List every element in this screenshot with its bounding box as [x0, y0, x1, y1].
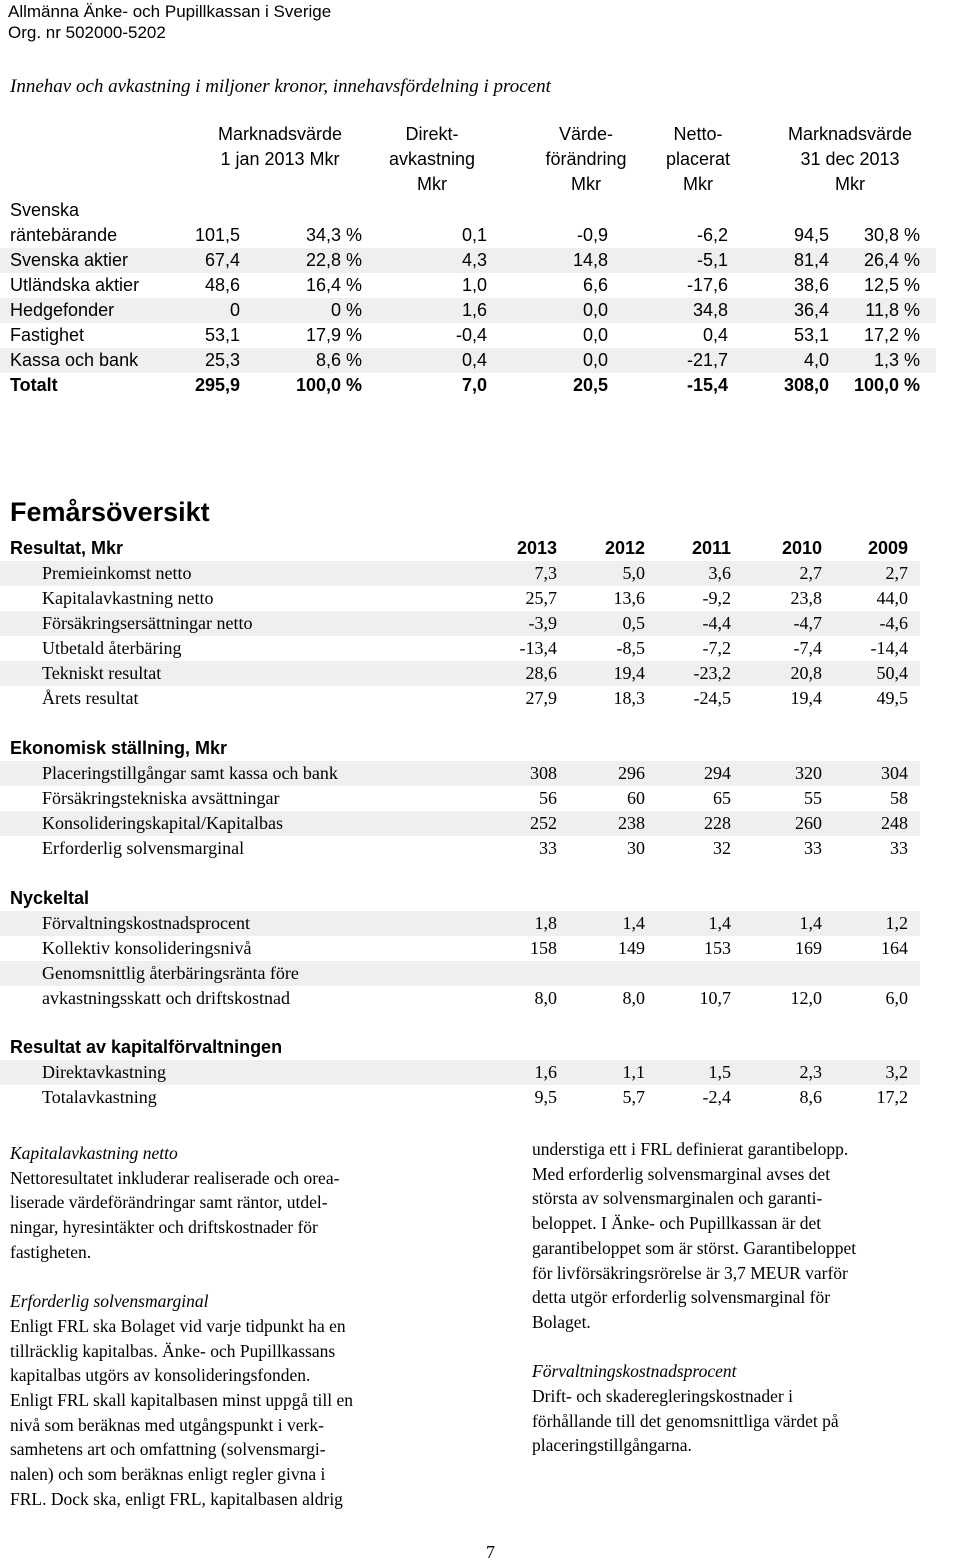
cell-value: 3,2	[885, 1062, 908, 1082]
note-text-line: Drift- och skaderegleringskostnader i	[532, 1386, 793, 1407]
cell-value: 49,5	[876, 688, 908, 708]
cell-value: 19,4	[790, 688, 822, 708]
holdings-subtitle: Innehav och avkastning i miljoner kronor, innehavsfördelning i procent	[10, 76, 551, 97]
cell-value: 6,0	[885, 988, 908, 1008]
note-heading: Erforderlig solvensmarginal	[10, 1291, 209, 1312]
note-text-line: beloppet. I Änke- och Pupillkassan är det	[532, 1213, 822, 1234]
cell-value: 5,0	[622, 563, 645, 583]
note-text-line: Enligt FRL skall kapitalbasen minst uppgå till en	[10, 1390, 353, 1411]
table-row	[0, 348, 936, 373]
note-text-line: nalen) och som beräknas enligt regler givna i	[10, 1464, 326, 1485]
col-header-value-change: Värde- förändring Mkr	[545, 124, 627, 194]
cell-value: 1,2	[885, 913, 908, 933]
cell-value: 13,6	[613, 588, 645, 608]
row-label: Placeringstillgångar samt kassa och bank	[42, 763, 338, 783]
cell-value: 53,1	[793, 325, 829, 345]
year-header-row	[0, 536, 920, 561]
cell-value: 23,8	[790, 588, 822, 608]
note-text-line: FRL. Dock ska, enligt FRL, kapitalbasen aldrig	[10, 1488, 343, 1509]
note-text-line: kapitalbas utgörs av konsolideringsfonden.	[10, 1365, 311, 1386]
col-header-market-value-end: Marknadsvärde 31 dec 2013 Mkr	[787, 124, 913, 194]
cell-value: -4,7	[793, 613, 822, 633]
cell-value: 1,4	[708, 913, 731, 933]
cell-value: 294	[704, 763, 731, 783]
cell-value: 12,0	[790, 988, 822, 1008]
table-row	[0, 686, 920, 711]
table-row	[0, 1060, 920, 1085]
note-text-line: samhetens art och omfattning (solvensmargi-	[10, 1439, 326, 1460]
row-label: Totalavkastning	[42, 1087, 157, 1107]
cell-value: 0,4	[702, 325, 728, 345]
cell-value: -21,7	[686, 350, 728, 370]
row-label: Förvaltningskostnadsprocent	[42, 913, 250, 933]
five-year-title: Femårsöversikt	[10, 497, 210, 527]
cell-value: 38,6	[793, 275, 829, 295]
cell-value: 11,8 %	[865, 300, 920, 320]
cell-value: 1,3 %	[873, 350, 920, 370]
section-heading: Nyckeltal	[10, 888, 90, 908]
cell-value: 153	[704, 938, 731, 958]
row-label: avkastningsskatt och driftskostnad	[42, 988, 290, 1008]
table-row	[0, 611, 920, 636]
cell-value: -7,2	[702, 638, 731, 658]
table-row	[0, 373, 936, 398]
cell-value: 65	[713, 788, 731, 808]
cell-value: -2,4	[702, 1087, 731, 1107]
cell-value: -4,4	[702, 613, 731, 633]
table-row	[0, 961, 920, 986]
cell-value: 44,0	[876, 588, 908, 608]
cell-value: 34,3 %	[305, 225, 362, 245]
cell-value: 25,7	[525, 588, 557, 608]
cell-value: 8,6	[799, 1087, 822, 1107]
note-text-line: Enligt FRL ska Bolaget vid varje tidpunkt ha en	[10, 1315, 346, 1336]
cell-value: 8,6 %	[315, 350, 362, 370]
cell-value: 33	[804, 838, 822, 858]
table-row	[0, 986, 920, 1011]
cell-value: -0,9	[576, 225, 608, 245]
table-row	[0, 911, 920, 936]
cell-value: -13,4	[519, 638, 557, 658]
cell-value: 50,4	[876, 663, 908, 683]
row-label: Årets resultat	[42, 688, 139, 708]
cell-value: -5,1	[696, 250, 728, 270]
cell-value: 2,7	[885, 563, 908, 583]
cell-value: 0,1	[461, 225, 487, 245]
table-row	[0, 323, 936, 348]
cell-value: -8,5	[616, 638, 645, 658]
table-row	[0, 786, 920, 811]
note-text-line: nivå som beräknas med utgångspunkt i verk-	[10, 1414, 324, 1435]
cell-value: 17,2 %	[863, 325, 920, 345]
table-row	[0, 761, 920, 786]
table-row	[0, 1085, 920, 1110]
section-heading: Resultat av kapitalförvaltningen	[10, 1037, 283, 1057]
cell-value: 1,4	[622, 913, 645, 933]
col-header-net-placed: Netto- placerat Mkr	[665, 124, 731, 194]
row-label: Fastighet	[10, 325, 85, 345]
cell-value: 238	[618, 813, 645, 833]
cell-value: -6,2	[696, 225, 728, 245]
notes-left-column	[10, 1141, 480, 1512]
year-header: 2012	[604, 538, 645, 558]
note-text-line: fastigheten.	[10, 1241, 92, 1262]
cell-value: 58	[890, 788, 908, 808]
row-label: Genomsnittlig återbäringsränta före	[42, 963, 299, 983]
note-heading: Kapitalavkastning netto	[10, 1143, 178, 1163]
note-text-line: Bolaget.	[532, 1311, 591, 1332]
col-header-direct-return: Direkt- avkastning Mkr	[388, 124, 476, 194]
note-text-line: för livförsäkringsrörelse är 3,7 MEUR varför	[532, 1262, 848, 1283]
cell-value: 1,6	[534, 1062, 557, 1082]
note-text-line: understiga ett i FRL definierat garantibelopp.	[532, 1139, 849, 1159]
cell-value: 308	[530, 763, 557, 783]
cell-value: 3,6	[708, 563, 731, 583]
cell-value: 295,9	[194, 375, 240, 395]
cell-value: 100,0 %	[295, 375, 362, 395]
cell-value: 1,4	[799, 913, 822, 933]
cell-value: -4,6	[879, 613, 908, 633]
row-label: Totalt	[10, 375, 58, 395]
row-label: Tekniskt resultat	[42, 663, 162, 683]
cell-value: -24,5	[693, 688, 731, 708]
cell-value: 4,3	[461, 250, 487, 270]
cell-value: 1,5	[708, 1062, 731, 1082]
section-heading: Resultat, Mkr	[10, 538, 124, 558]
cell-value: 0,0	[582, 325, 608, 345]
cell-value: 320	[795, 763, 822, 783]
table-row	[0, 198, 936, 223]
cell-value: 30,8 %	[863, 225, 920, 245]
cell-value: 100,0 %	[853, 375, 920, 395]
cell-value: 10,7	[699, 988, 731, 1008]
note-text-line: detta utgör erforderlig solvensmarginal för	[532, 1287, 831, 1308]
cell-value: 67,4	[204, 250, 240, 270]
cell-value: 149	[618, 938, 645, 958]
cell-value: 4,0	[803, 350, 829, 370]
note-text-line: tillräcklig kapitalbas. Änke- och Pupillkassans	[10, 1340, 336, 1361]
col-header-market-value-start: Marknadsvärde 1 jan 2013 Mkr	[217, 124, 343, 169]
cell-value: 0 %	[330, 300, 362, 320]
cell-value: 33	[539, 838, 557, 858]
cell-value: 1,0	[461, 275, 487, 295]
note-text-line: garantibeloppet som är störst. Garantibeloppet	[532, 1237, 857, 1258]
section-heading: Ekonomisk ställning, Mkr	[10, 738, 228, 758]
note-text-line: förhållande till det genomsnittliga värdet på	[532, 1410, 839, 1431]
row-label: Kollektiv konsolideringsnivå	[42, 938, 252, 958]
cell-value: 7,3	[534, 563, 557, 583]
cell-value: -0,4	[455, 325, 487, 345]
cell-value: 20,5	[572, 375, 608, 395]
cell-value: -23,2	[693, 663, 731, 683]
row-label: Försäkringstekniska avsättningar	[42, 788, 280, 808]
row-label: Svenska aktier	[10, 250, 129, 270]
cell-value: 0	[229, 300, 240, 320]
cell-value: 55	[804, 788, 822, 808]
table-row	[0, 936, 920, 961]
cell-value: 48,6	[204, 275, 240, 295]
cell-value: 32	[713, 838, 731, 858]
org-number: Org. nr 502000-5202	[8, 23, 166, 42]
year-header: 2013	[516, 538, 557, 558]
cell-value: 252	[530, 813, 557, 833]
cell-value: -3,9	[528, 613, 557, 633]
cell-value: 56	[539, 788, 557, 808]
cell-value: 16,4 %	[305, 275, 362, 295]
cell-value: 296	[618, 763, 645, 783]
row-label: räntebärande	[10, 225, 118, 245]
row-label: Direktavkastning	[42, 1062, 166, 1082]
table-row	[0, 836, 920, 861]
cell-value: 169	[795, 938, 822, 958]
cell-value: 94,5	[793, 225, 829, 245]
cell-value: 164	[881, 938, 908, 958]
row-label: Premieinkomst netto	[42, 563, 192, 583]
cell-value: 5,7	[622, 1087, 645, 1107]
table-row	[0, 298, 936, 323]
cell-value: 19,4	[613, 663, 645, 683]
cell-value: 304	[881, 763, 908, 783]
table-row	[0, 811, 920, 836]
cell-value: 1,6	[461, 300, 487, 320]
cell-value: 53,1	[204, 325, 240, 345]
cell-value: 228	[704, 813, 731, 833]
note-text-line: Med erforderlig solvensmarginal avses det	[532, 1163, 831, 1184]
note-text-line: placeringstillgångarna.	[532, 1435, 692, 1456]
cell-value: 260	[795, 813, 822, 833]
cell-value: 101,5	[194, 225, 240, 245]
cell-value: 0,4	[461, 350, 487, 370]
row-label: Kapitalavkastning netto	[42, 588, 214, 608]
note-text-line: största av solvensmarginalen och garanti-	[532, 1188, 823, 1209]
cell-value: 27,9	[525, 688, 557, 708]
table-row	[0, 248, 936, 273]
cell-value: 308,0	[783, 375, 829, 395]
cell-value: 6,6	[582, 275, 608, 295]
note-text-line: liserade värdeförändringar samt räntor, utdel-	[10, 1192, 328, 1213]
cell-value: 28,6	[525, 663, 557, 683]
table-row	[0, 561, 920, 586]
notes-right-column	[532, 1137, 957, 1458]
cell-value: 17,9 %	[305, 325, 362, 345]
cell-value: 34,8	[692, 300, 728, 320]
table-row	[0, 273, 936, 298]
cell-value: 26,4 %	[863, 250, 920, 270]
cell-value: 14,8	[572, 250, 608, 270]
cell-value: -17,6	[686, 275, 728, 295]
cell-value: 12,5 %	[863, 275, 920, 295]
row-label: Utländska aktier	[10, 275, 140, 295]
row-label: Utbetald återbäring	[42, 638, 182, 658]
cell-value: 25,3	[204, 350, 240, 370]
cell-value: 158	[530, 938, 557, 958]
row-label: Försäkringsersättningar netto	[42, 613, 253, 633]
cell-value: 0,0	[582, 300, 608, 320]
table-row	[0, 661, 920, 686]
year-header: 2010	[781, 538, 822, 558]
row-label: Hedgefonder	[10, 300, 115, 320]
cell-value: 2,7	[799, 563, 822, 583]
year-header: 2011	[691, 538, 731, 558]
note-heading: Förvaltningskostnadsprocent	[532, 1361, 737, 1382]
cell-value: 18,3	[613, 688, 645, 708]
cell-value: 60	[627, 788, 645, 808]
table-row	[0, 636, 920, 661]
cell-value: -15,4	[686, 375, 728, 395]
cell-value: -9,2	[702, 588, 731, 608]
cell-value: 8,0	[534, 988, 557, 1008]
org-name: Allmänna Änke- och Pupillkassan i Sverige	[8, 2, 332, 21]
cell-value: 1,1	[622, 1062, 645, 1082]
row-label: Konsolideringskapital/Kapitalbas	[42, 813, 283, 833]
cell-value: -14,4	[870, 638, 908, 658]
cell-value: 30	[627, 838, 645, 858]
cell-value: 9,5	[534, 1087, 557, 1107]
note-text-line: ningar, hyresintäkter och driftskostnader för	[10, 1217, 318, 1238]
cell-value: 33	[890, 838, 908, 858]
cell-value: 248	[881, 813, 908, 833]
cell-value: 7,0	[461, 375, 487, 395]
note-text-line: Nettoresultatet inkluderar realiserade och orea-	[10, 1167, 340, 1188]
row-label: Kassa och bank	[10, 350, 139, 370]
section-label: Svenska	[10, 200, 80, 220]
cell-value: 0,5	[622, 613, 645, 633]
cell-value: 1,8	[534, 913, 557, 933]
cell-value: 8,0	[622, 988, 645, 1008]
cell-value: 0,0	[582, 350, 608, 370]
cell-value: 2,3	[799, 1062, 822, 1082]
page-number: 7	[486, 1542, 495, 1562]
cell-value: -7,4	[793, 638, 822, 658]
cell-value: 20,8	[790, 663, 822, 683]
year-header: 2009	[867, 538, 908, 558]
table-row	[0, 223, 936, 248]
table-row	[0, 586, 920, 611]
cell-value: 36,4	[793, 300, 829, 320]
cell-value: 22,8 %	[305, 250, 362, 270]
cell-value: 81,4	[793, 250, 829, 270]
row-label: Erforderlig solvensmarginal	[42, 838, 245, 858]
cell-value: 17,2	[876, 1087, 908, 1107]
